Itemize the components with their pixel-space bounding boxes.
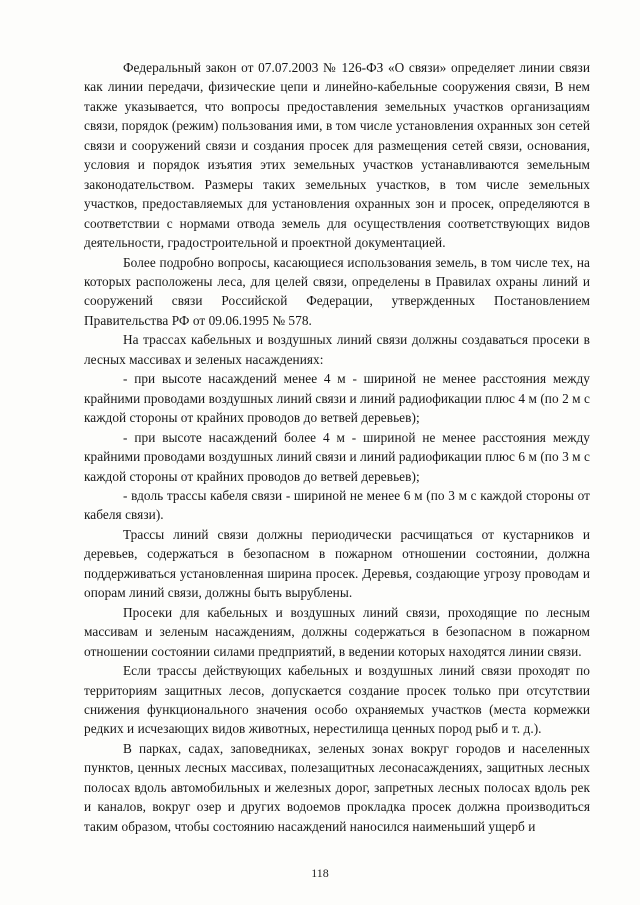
- paragraph-route-clearing: Трассы линий связи должны периодически расчищаться от кустарников и деревьев, содержаться в безопасном в пожарном отношении состоянии, должна поддерживаться установленная ширина просек. Деревья, создающие угрозу проводам и опорам линий связи, должны быть вырублены.: [84, 526, 590, 601]
- page-number: 118: [311, 866, 329, 880]
- paragraph-protective-forests: Если трассы действующих кабельных и воздушных линий связи проходят по территориям защитных лесов, допускается создание просек только при отсутствии снижения функционального значения особо охраняемых участков (места кормежки редких и исчезающих видов животных, нерестилища ценных пород рыб и т. д.).: [84, 663, 590, 737]
- paragraph-clearings-intro: На трассах кабельных и воздушных линий связи должны создаваться просеки в лесных массивах и зеленых насаждениях:: [84, 332, 590, 367]
- list-item-height-less-4m: - при высоте насаждений менее 4 м - шириной не менее расстояния между крайними проводами воздушных линий связи и линий радиофикации плюс 4 м (по 2 м с каждой стороны от крайних проводов до ветвей деревьев);: [84, 371, 590, 426]
- list-item-cable-route: - вдоль трассы кабеля связи - шириной не менее 6 м (по 3 м с каждой стороны от кабеля связи).: [84, 487, 590, 523]
- document-body: [84, 58, 590, 836]
- paragraph-rules: Более подробно вопросы, касающиеся использования земель, в том числе тех, на которых расположены леса, для целей связи, определены в Правилах охраны линий и сооружений связи Российской Федерации, утвержденных Постановлением Правительства РФ от 09.06.1995 № 578.: [84, 254, 590, 328]
- list-item-height-more-4m: - при высоте насаждений более 4 м - шириной не менее расстояния между крайними проводами воздушных линий связи и линий радиофикации плюс 6 м (по 3 м с каждой стороны от крайних проводов до ветвей деревьев);: [84, 429, 590, 484]
- paragraph-parks-gardens: В парках, садах, заповедниках, зеленых зонах вокруг городов и населенных пунктов, ценных лесных массивах, полезащитных лесонасаждениях, защитных лесных полосах вдоль автомобильных и железных дорог, запретных лесных полосах вдоль рек и каналов, вокруг озер и других водоемов прокладка просек должна производиться таким образом, чтобы состоянию насаждений наносился наименьший ущерб и: [84, 740, 590, 834]
- paragraph-fire-safety: Просеки для кабельных и воздушных линий связи, проходящие по лесным массивам и зеленым насаждениям, должны содержаться в безопасном в пожарном отношении состоянии силами предприятий, в ведении которых находятся линии связи.: [84, 604, 590, 659]
- paragraph-federal-law: Федеральный закон от 07.07.2003 № 126-ФЗ «О связи» определяет линии связи как линии передачи, физические цепи и линейно-кабельные сооружения связи, В нем также указывается, что вопросы предоставления земельных участков организациям связи, порядок (режим) пользования ими, в том числе установления охранных зон сетей связи и сооружений связи и создания просек для размещения сетей связи, основания, условия и порядок изъятия этих земельных участков устанавливаются земельным законодательством. Размеры таких земельных участков, в том числе земельных участков, предоставляемых для установления охранных зон и просек, определяются в соответствии с нормами отвода земель для осуществления соответствующих видов деятельности, градостроительной и проектной документацией.: [84, 60, 590, 251]
